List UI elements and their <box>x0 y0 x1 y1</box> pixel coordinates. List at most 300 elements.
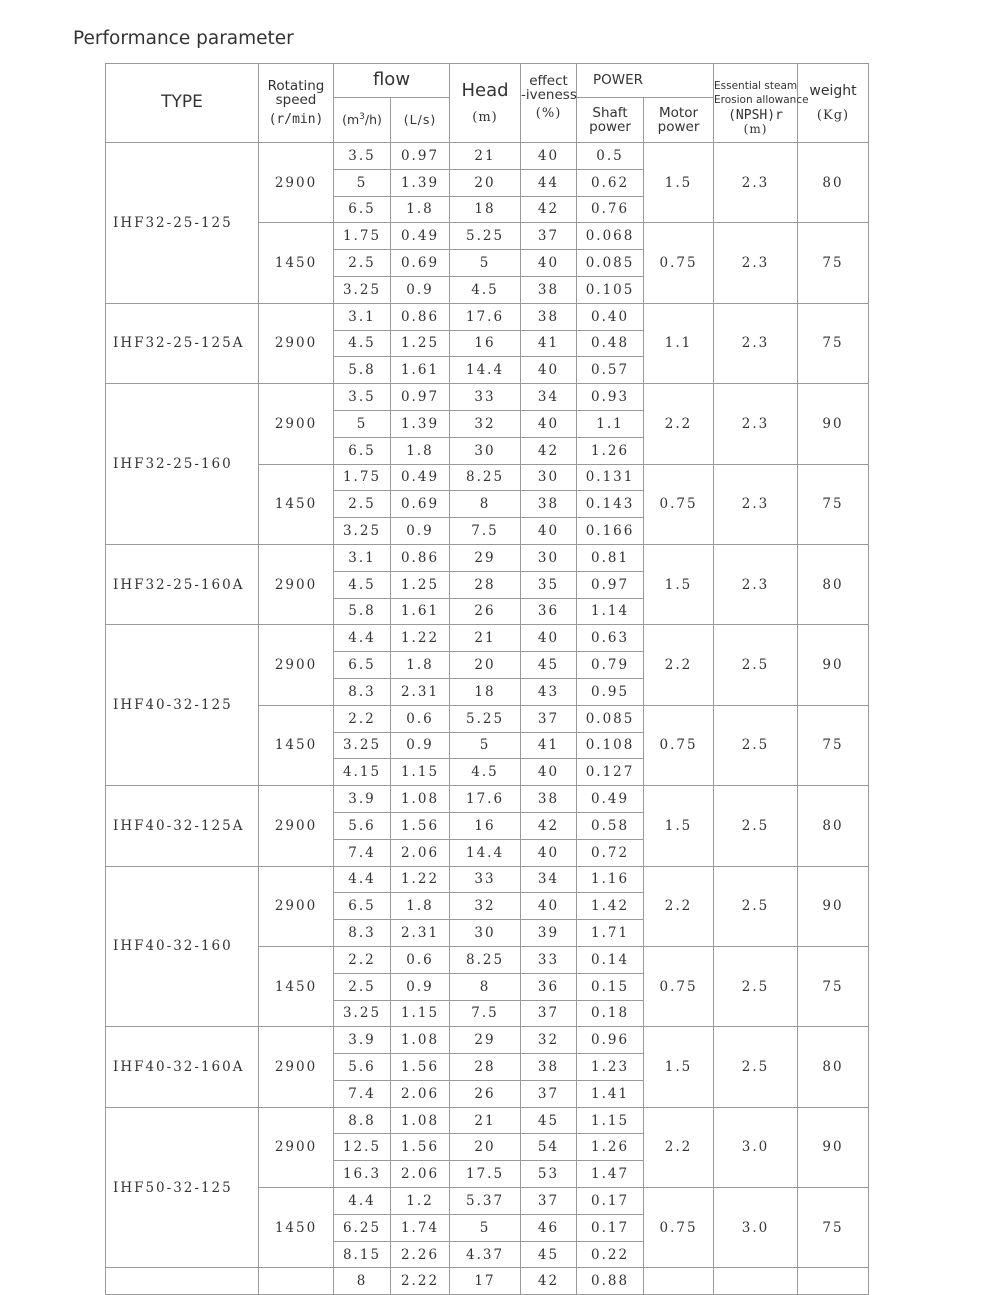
npsh-cell: 2.3 <box>714 464 798 544</box>
head-cell: 30 <box>450 920 521 947</box>
flow-ls-cell: 1.22 <box>391 866 450 893</box>
shaft-power-cell: 0.18 <box>577 1000 644 1027</box>
motor-power-cell: 2.2 <box>644 384 714 464</box>
head-cell: 21 <box>450 143 521 170</box>
model-type-cell: IHF40-32-125 <box>106 625 259 786</box>
header-shaft-line1: Shaft <box>592 104 628 121</box>
shaft-power-cell: 0.48 <box>577 330 644 357</box>
head-cell: 32 <box>450 893 521 920</box>
flow-ls-cell: 1.8 <box>391 437 450 464</box>
effectiveness-cell: 38 <box>521 491 577 518</box>
flow-ls-cell: 1.56 <box>391 812 450 839</box>
flow-ls-cell: 2.22 <box>391 1268 450 1295</box>
head-cell: 7.5 <box>450 518 521 545</box>
shaft-power-cell: 0.49 <box>577 786 644 813</box>
flow-ls-cell: 1.74 <box>391 1214 450 1241</box>
header-flow-m3h-prefix: (m <box>342 112 360 128</box>
header-motor-power <box>644 98 714 143</box>
flow-ls-cell: 1.8 <box>391 893 450 920</box>
model-type-cell: IHF40-32-160 <box>106 866 259 1027</box>
effectiveness-cell: 41 <box>521 732 577 759</box>
table-row <box>106 786 869 813</box>
header-head-unit: (m) <box>472 109 498 125</box>
effectiveness-cell: 38 <box>521 276 577 303</box>
flow-ls-cell: 1.56 <box>391 1134 450 1161</box>
shaft-power-cell: 0.17 <box>577 1214 644 1241</box>
flow-m3h-cell: 8 <box>334 1268 391 1295</box>
npsh-cell: 2.3 <box>714 303 798 383</box>
weight-cell: 80 <box>798 786 869 866</box>
model-type-cell: IHF40-32-125A <box>106 786 259 866</box>
flow-ls-cell: 1.22 <box>391 625 450 652</box>
flow-m3h-cell: 2.2 <box>334 946 391 973</box>
header-flow-m3h <box>334 98 391 143</box>
header-rotating-line2: speed <box>275 92 317 109</box>
head-cell: 26 <box>450 1080 521 1107</box>
rotating-speed-cell: 1450 <box>259 464 334 544</box>
header-head-label: Head <box>461 79 509 101</box>
shaft-power-cell: 1.14 <box>577 598 644 625</box>
header-weight-unit: (Kg) <box>816 107 850 123</box>
head-cell: 14.4 <box>450 839 521 866</box>
flow-ls-cell: 1.56 <box>391 1054 450 1081</box>
flow-ls-cell: 2.31 <box>391 678 450 705</box>
shaft-power-cell: 0.127 <box>577 759 644 786</box>
table-row <box>106 143 869 170</box>
header-eff-unit: (%) <box>535 106 562 122</box>
motor-power-cell: 2.2 <box>644 625 714 705</box>
rotating-speed-cell: 2900 <box>259 303 334 383</box>
shaft-power-cell: 1.15 <box>577 1107 644 1134</box>
head-cell: 17.6 <box>450 303 521 330</box>
model-type-cell: IHF32-25-160 <box>106 384 259 545</box>
shaft-power-cell: 0.166 <box>577 518 644 545</box>
weight-cell: 75 <box>798 464 869 544</box>
head-cell: 28 <box>450 571 521 598</box>
flow-m3h-cell: 4.4 <box>334 866 391 893</box>
motor-power-cell: 0.75 <box>644 946 714 1026</box>
flow-ls-cell: 1.15 <box>391 1000 450 1027</box>
motor-power-cell: 1.5 <box>644 1027 714 1107</box>
shaft-power-cell: 0.57 <box>577 357 644 384</box>
flow-m3h-cell: 6.5 <box>334 437 391 464</box>
head-cell: 4.5 <box>450 276 521 303</box>
flow-ls-cell: 1.08 <box>391 786 450 813</box>
flow-ls-cell: 2.06 <box>391 1080 450 1107</box>
table-row <box>106 866 869 893</box>
flow-ls-cell: 1.25 <box>391 330 450 357</box>
header-npsh <box>714 64 809 143</box>
effectiveness-cell: 37 <box>521 1000 577 1027</box>
head-cell: 29 <box>450 544 521 571</box>
flow-ls-cell: 1.39 <box>391 169 450 196</box>
flow-m3h-cell: 5.6 <box>334 1054 391 1081</box>
effectiveness-cell: 30 <box>521 464 577 491</box>
effectiveness-cell: 39 <box>521 920 577 947</box>
effectiveness-cell: 40 <box>521 625 577 652</box>
shaft-power-cell: 1.26 <box>577 1134 644 1161</box>
flow-m3h-cell: 1.75 <box>334 464 391 491</box>
shaft-power-cell: 1.41 <box>577 1080 644 1107</box>
flow-m3h-cell: 2.5 <box>334 250 391 277</box>
head-cell: 5 <box>450 732 521 759</box>
flow-m3h-cell: 6.5 <box>334 196 391 223</box>
effectiveness-cell: 42 <box>521 437 577 464</box>
head-cell: 17.5 <box>450 1161 521 1188</box>
head-cell: 33 <box>450 384 521 411</box>
flow-m3h-cell: 3.5 <box>334 143 391 170</box>
table-row <box>106 303 869 330</box>
head-cell: 18 <box>450 196 521 223</box>
effectiveness-cell: 34 <box>521 384 577 411</box>
shaft-power-cell: 1.16 <box>577 866 644 893</box>
flow-ls-cell: 1.8 <box>391 196 450 223</box>
shaft-power-cell: 0.131 <box>577 464 644 491</box>
flow-m3h-cell: 3.9 <box>334 786 391 813</box>
effectiveness-cell: 34 <box>521 866 577 893</box>
flow-m3h-cell: 2.5 <box>334 973 391 1000</box>
weight-cell: 90 <box>798 384 869 464</box>
header-npsh-line1: Essential steam <box>714 80 798 92</box>
table-row <box>106 625 869 652</box>
table-row <box>106 544 869 571</box>
table-row <box>106 1107 869 1134</box>
shaft-power-cell: 0.96 <box>577 1027 644 1054</box>
effectiveness-cell: 40 <box>521 143 577 170</box>
table-row <box>106 1027 869 1054</box>
npsh-cell: 3.0 <box>714 1188 798 1268</box>
flow-ls-cell: 2.31 <box>391 920 450 947</box>
weight-cell: 80 <box>798 544 869 624</box>
rotating-speed-cell: 2900 <box>259 786 334 866</box>
shaft-power-cell: 0.79 <box>577 652 644 679</box>
flow-m3h-cell: 1.75 <box>334 223 391 250</box>
weight-cell: 90 <box>798 625 869 705</box>
shaft-power-cell: 0.14 <box>577 946 644 973</box>
effectiveness-cell: 40 <box>521 357 577 384</box>
header-rotating-unit: (r/min) <box>268 112 324 128</box>
flow-m3h-cell: 3.25 <box>334 276 391 303</box>
flow-ls-cell: 0.69 <box>391 250 450 277</box>
header-rotating-line1: Rotating <box>267 78 325 94</box>
weight-cell <box>798 1268 869 1295</box>
shaft-power-cell: 0.068 <box>577 223 644 250</box>
head-cell: 14.4 <box>450 357 521 384</box>
header-npsh-unit: (NPSH)r <box>728 108 783 124</box>
effectiveness-cell: 38 <box>521 1054 577 1081</box>
effectiveness-cell: 36 <box>521 973 577 1000</box>
head-cell: 5 <box>450 1214 521 1241</box>
effectiveness-cell: 40 <box>521 759 577 786</box>
shaft-power-cell: 0.58 <box>577 812 644 839</box>
flow-ls-cell: 1.61 <box>391 598 450 625</box>
flow-m3h-cell: 3.25 <box>334 518 391 545</box>
flow-m3h-cell: 8.3 <box>334 678 391 705</box>
table-row <box>106 1268 869 1295</box>
head-cell: 17.6 <box>450 786 521 813</box>
motor-power-cell: 0.75 <box>644 223 714 303</box>
flow-m3h-cell: 4.4 <box>334 1188 391 1215</box>
flow-m3h-cell: 5.6 <box>334 812 391 839</box>
flow-ls-cell: 0.9 <box>391 518 450 545</box>
page-title: Performance parameter <box>73 28 294 49</box>
effectiveness-cell: 36 <box>521 598 577 625</box>
effectiveness-cell: 37 <box>521 1080 577 1107</box>
flow-ls-cell: 0.97 <box>391 143 450 170</box>
flow-m3h-cell: 3.1 <box>334 303 391 330</box>
effectiveness-cell: 37 <box>521 1188 577 1215</box>
head-cell: 29 <box>450 1027 521 1054</box>
shaft-power-cell: 0.108 <box>577 732 644 759</box>
npsh-cell: 2.5 <box>714 705 798 785</box>
flow-ls-cell: 1.39 <box>391 410 450 437</box>
header-motor-line2: power <box>657 119 700 135</box>
flow-ls-cell: 2.26 <box>391 1241 450 1268</box>
flow-m3h-cell: 3.25 <box>334 1000 391 1027</box>
flow-m3h-cell: 6.5 <box>334 652 391 679</box>
shaft-power-cell: 0.085 <box>577 250 644 277</box>
table-row <box>106 384 869 411</box>
flow-m3h-cell: 12.5 <box>334 1134 391 1161</box>
model-type-cell: IHF32-25-125A <box>106 303 259 383</box>
npsh-cell: 3.0 <box>714 1107 798 1187</box>
motor-power-cell: 1.5 <box>644 143 714 223</box>
model-type-cell: IHF32-25-160A <box>106 544 259 624</box>
rotating-speed-cell: 2900 <box>259 625 334 705</box>
head-cell: 18 <box>450 678 521 705</box>
npsh-cell: 2.5 <box>714 786 798 866</box>
weight-cell: 80 <box>798 1027 869 1107</box>
shaft-power-cell: 0.88 <box>577 1268 644 1295</box>
shaft-power-cell: 1.47 <box>577 1161 644 1188</box>
effectiveness-cell: 46 <box>521 1214 577 1241</box>
effectiveness-cell: 32 <box>521 1027 577 1054</box>
head-cell: 8.25 <box>450 946 521 973</box>
flow-m3h-cell: 3.1 <box>334 544 391 571</box>
shaft-power-cell: 1.42 <box>577 893 644 920</box>
flow-m3h-cell: 8.3 <box>334 920 391 947</box>
effectiveness-cell: 40 <box>521 250 577 277</box>
flow-ls-cell: 1.8 <box>391 652 450 679</box>
flow-ls-cell: 1.2 <box>391 1188 450 1215</box>
flow-m3h-cell: 3.5 <box>334 384 391 411</box>
header-shaft-line2: power <box>589 119 631 135</box>
flow-ls-cell: 1.08 <box>391 1027 450 1054</box>
head-cell: 8 <box>450 973 521 1000</box>
head-cell: 5.37 <box>450 1188 521 1215</box>
head-cell: 20 <box>450 169 521 196</box>
weight-cell: 75 <box>798 705 869 785</box>
head-cell: 5.25 <box>450 223 521 250</box>
shaft-power-cell: 0.72 <box>577 839 644 866</box>
rotating-speed-cell: 1450 <box>259 705 334 785</box>
head-cell: 21 <box>450 1107 521 1134</box>
flow-ls-cell: 0.49 <box>391 223 450 250</box>
weight-cell: 75 <box>798 1188 869 1268</box>
effectiveness-cell: 40 <box>521 410 577 437</box>
head-cell: 21 <box>450 625 521 652</box>
flow-ls-cell: 1.15 <box>391 759 450 786</box>
motor-power-cell: 2.2 <box>644 1107 714 1187</box>
rotating-speed-cell: 1450 <box>259 1188 334 1268</box>
flow-ls-cell: 0.6 <box>391 946 450 973</box>
flow-ls-cell: 1.08 <box>391 1107 450 1134</box>
rotating-speed-cell: 2900 <box>259 544 334 624</box>
head-cell: 5 <box>450 250 521 277</box>
rotating-speed-cell: 2900 <box>259 1107 334 1187</box>
header-flow-m3h-suffix: /h) <box>364 112 382 128</box>
header-flow-ls: (L/s) <box>391 98 450 143</box>
npsh-cell: 2.3 <box>714 544 798 624</box>
effectiveness-cell: 44 <box>521 169 577 196</box>
shaft-power-cell: 0.143 <box>577 491 644 518</box>
flow-ls-cell: 0.86 <box>391 544 450 571</box>
flow-ls-cell: 2.06 <box>391 839 450 866</box>
shaft-power-cell: 0.76 <box>577 196 644 223</box>
shaft-power-cell: 1.1 <box>577 410 644 437</box>
flow-m3h-cell: 16.3 <box>334 1161 391 1188</box>
effectiveness-cell: 53 <box>521 1161 577 1188</box>
npsh-cell: 2.5 <box>714 866 798 946</box>
header-shaft-power <box>577 98 644 143</box>
head-cell: 4.5 <box>450 759 521 786</box>
flow-m3h-cell: 7.4 <box>334 1080 391 1107</box>
flow-m3h-cell: 4.4 <box>334 625 391 652</box>
header-eff-line1: effect <box>529 73 568 89</box>
header-effectiveness <box>521 64 577 143</box>
flow-m3h-cell: 8.15 <box>334 1241 391 1268</box>
npsh-cell: 2.5 <box>714 1027 798 1107</box>
effectiveness-cell: 42 <box>521 812 577 839</box>
model-type-cell: IHF50-32-125 <box>106 1107 259 1268</box>
rotating-speed-cell: 2900 <box>259 1027 334 1107</box>
head-cell: 20 <box>450 1134 521 1161</box>
weight-cell: 75 <box>798 303 869 383</box>
flow-ls-cell: 0.97 <box>391 384 450 411</box>
flow-m3h-cell: 5.8 <box>334 598 391 625</box>
rotating-speed-cell: 2900 <box>259 384 334 464</box>
head-cell: 30 <box>450 437 521 464</box>
effectiveness-cell: 38 <box>521 786 577 813</box>
flow-ls-cell: 0.9 <box>391 276 450 303</box>
motor-power-cell: 0.75 <box>644 705 714 785</box>
effectiveness-cell: 42 <box>521 196 577 223</box>
flow-m3h-cell: 6.25 <box>334 1214 391 1241</box>
weight-cell: 90 <box>798 1107 869 1187</box>
effectiveness-cell: 30 <box>521 544 577 571</box>
model-type-cell <box>106 1268 259 1295</box>
shaft-power-cell: 0.15 <box>577 973 644 1000</box>
motor-power-cell: 0.75 <box>644 464 714 544</box>
header-motor-line1: Motor <box>659 104 699 121</box>
effectiveness-cell: 38 <box>521 303 577 330</box>
flow-m3h-cell: 7.4 <box>334 839 391 866</box>
head-cell: 17 <box>450 1268 521 1295</box>
effectiveness-cell: 45 <box>521 1107 577 1134</box>
shaft-power-cell: 0.5 <box>577 143 644 170</box>
npsh-cell: 2.5 <box>714 946 798 1026</box>
shaft-power-cell: 0.085 <box>577 705 644 732</box>
head-cell: 20 <box>450 652 521 679</box>
flow-ls-cell: 0.69 <box>391 491 450 518</box>
flow-ls-cell: 0.49 <box>391 464 450 491</box>
shaft-power-cell: 0.95 <box>577 678 644 705</box>
performance-table-body <box>106 143 869 1295</box>
head-cell: 5.25 <box>450 705 521 732</box>
npsh-cell: 2.3 <box>714 384 798 464</box>
header-power: POWER <box>577 64 714 98</box>
shaft-power-cell: 1.71 <box>577 920 644 947</box>
flow-ls-cell: 2.06 <box>391 1161 450 1188</box>
head-cell: 4.37 <box>450 1241 521 1268</box>
head-cell: 28 <box>450 1054 521 1081</box>
effectiveness-cell: 54 <box>521 1134 577 1161</box>
flow-m3h-cell: 4.15 <box>334 759 391 786</box>
weight-cell: 75 <box>798 946 869 1026</box>
model-type-cell: IHF40-32-160A <box>106 1027 259 1107</box>
npsh-cell: 2.3 <box>714 223 798 303</box>
npsh-cell: 2.5 <box>714 625 798 705</box>
effectiveness-cell: 40 <box>521 893 577 920</box>
effectiveness-cell: 37 <box>521 705 577 732</box>
motor-power-cell: 0.75 <box>644 1188 714 1268</box>
head-cell: 32 <box>450 410 521 437</box>
shaft-power-cell: 0.40 <box>577 303 644 330</box>
header-flow: flow <box>334 64 450 98</box>
shaft-power-cell: 0.62 <box>577 169 644 196</box>
head-cell: 16 <box>450 812 521 839</box>
flow-m3h-cell: 4.5 <box>334 571 391 598</box>
shaft-power-cell: 0.97 <box>577 571 644 598</box>
flow-m3h-cell: 2.5 <box>334 491 391 518</box>
flow-m3h-cell: 3.25 <box>334 732 391 759</box>
npsh-cell: 2.3 <box>714 143 798 223</box>
flow-m3h-cell: 5 <box>334 169 391 196</box>
effectiveness-cell: 45 <box>521 652 577 679</box>
effectiveness-cell: 33 <box>521 946 577 973</box>
motor-power-cell: 2.2 <box>644 866 714 946</box>
rotating-speed-cell: 1450 <box>259 223 334 303</box>
head-cell: 16 <box>450 330 521 357</box>
header-rotating-speed <box>259 64 334 143</box>
head-cell: 8 <box>450 491 521 518</box>
flow-m3h-cell: 6.5 <box>334 893 391 920</box>
head-cell: 33 <box>450 866 521 893</box>
header-flow-m3h-sup: 3 <box>359 112 365 123</box>
shaft-power-cell: 0.105 <box>577 276 644 303</box>
flow-m3h-cell: 4.5 <box>334 330 391 357</box>
shaft-power-cell: 0.81 <box>577 544 644 571</box>
rotating-speed-cell: 2900 <box>259 866 334 946</box>
effectiveness-cell: 45 <box>521 1241 577 1268</box>
effectiveness-cell: 37 <box>521 223 577 250</box>
performance-table <box>105 63 869 1295</box>
motor-power-cell: 1.1 <box>644 303 714 383</box>
header-npsh-unit2: (m) <box>743 121 768 136</box>
flow-ls-cell: 1.61 <box>391 357 450 384</box>
header-head <box>450 64 521 143</box>
flow-m3h-cell: 2.2 <box>334 705 391 732</box>
header-eff-line2: -iveness <box>521 87 577 104</box>
effectiveness-cell: 42 <box>521 1268 577 1295</box>
head-cell: 26 <box>450 598 521 625</box>
effectiveness-cell: 40 <box>521 518 577 545</box>
motor-power-cell <box>644 1268 714 1295</box>
motor-power-cell: 1.5 <box>644 786 714 866</box>
shaft-power-cell: 0.63 <box>577 625 644 652</box>
shaft-power-cell: 1.23 <box>577 1054 644 1081</box>
flow-ls-cell: 0.9 <box>391 973 450 1000</box>
